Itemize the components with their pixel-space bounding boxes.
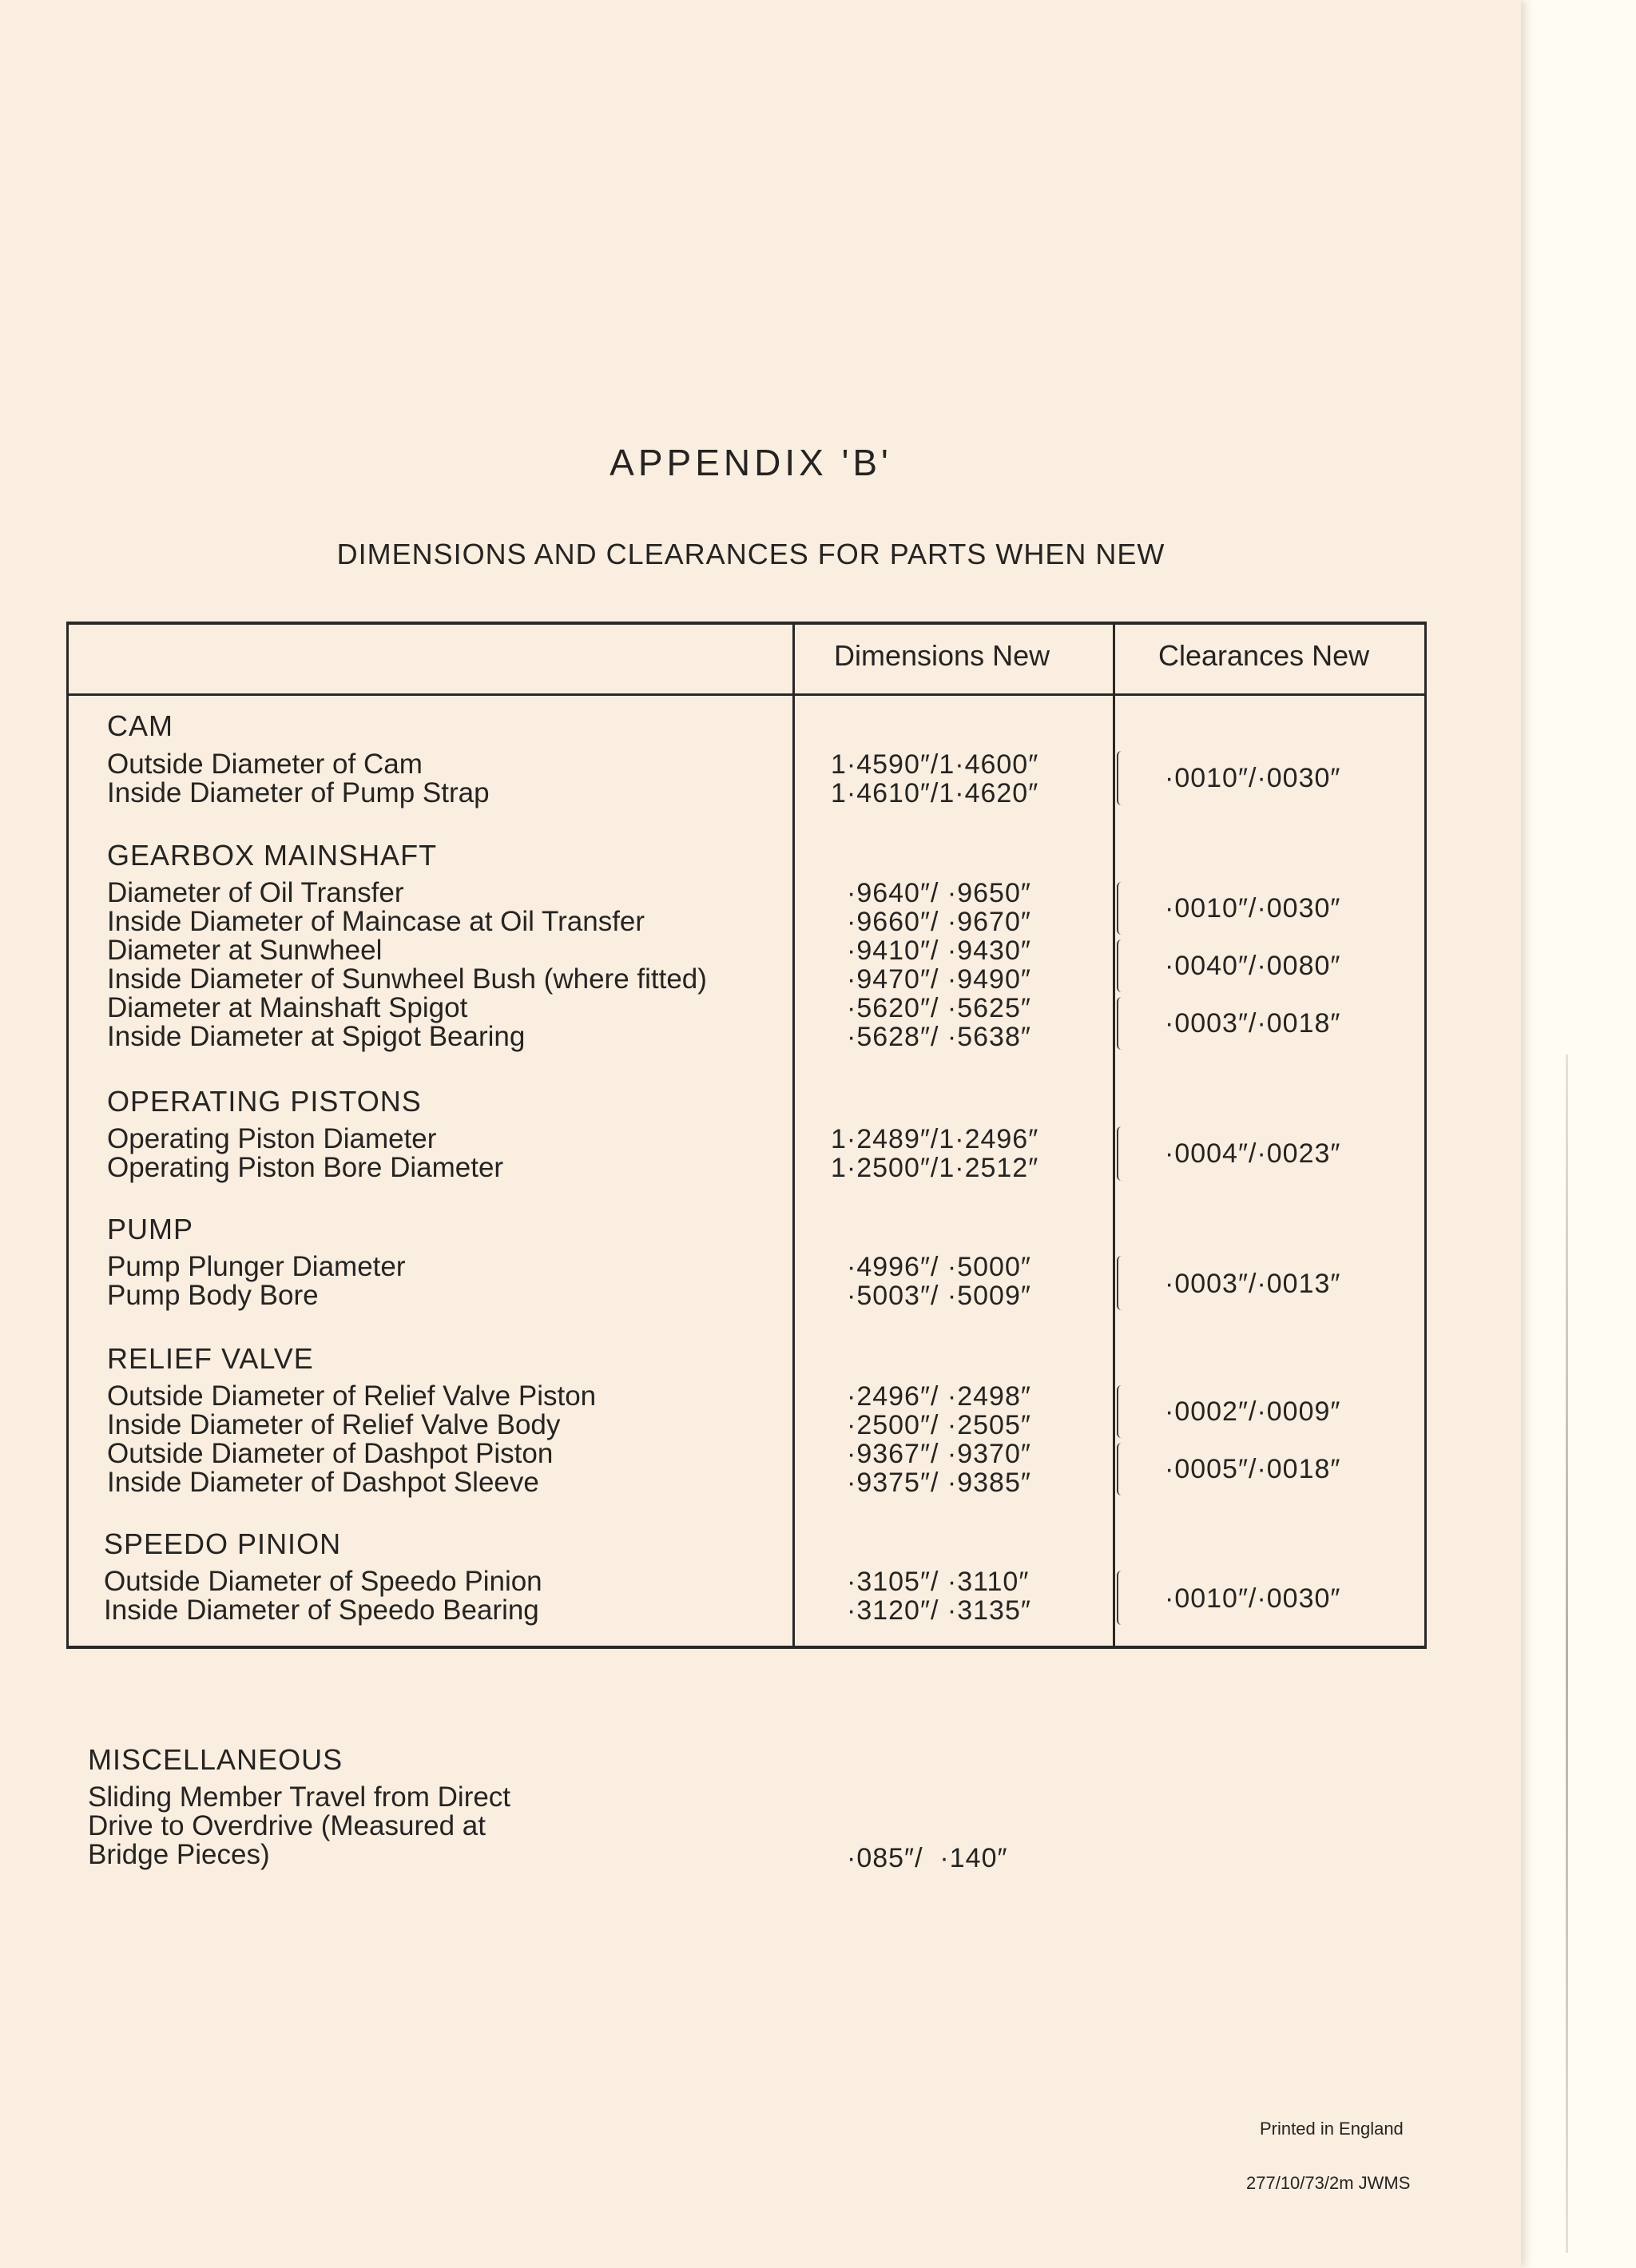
section-heading-cam: CAM xyxy=(107,709,173,742)
item-label: Inside Diameter of Sunwheel Bush (where fitted) xyxy=(107,963,707,995)
print-code: 277/10/73/2m JWMS xyxy=(1246,2173,1411,2193)
dimension-value: ·2496″/ ·2498″ xyxy=(847,1381,1031,1412)
misc-heading: MISCELLANEOUS xyxy=(88,1743,343,1776)
header-rule xyxy=(66,693,1427,696)
clearance-value: ·0005″/·0018″ xyxy=(1165,1454,1341,1484)
bracket-icon xyxy=(1117,1256,1126,1310)
item-label: Diameter at Mainshaft Spigot xyxy=(107,992,468,1023)
header-dimensions: Dimensions New xyxy=(834,639,1050,672)
item-label: Outside Diameter of Relief Valve Piston xyxy=(107,1380,597,1412)
column-divider-2 xyxy=(1113,623,1115,1647)
bracket-icon xyxy=(1117,939,1126,992)
printed-in-note: Printed in England xyxy=(1260,2119,1404,2139)
item-label: Operating Piston Diameter xyxy=(107,1123,437,1154)
page-edge-shadow xyxy=(1566,1055,1568,2253)
clearance-value: ·0010″/·0030″ xyxy=(1165,763,1341,793)
section-heading-gearbox: GEARBOX MAINSHAFT xyxy=(107,839,438,872)
bracket-icon xyxy=(1117,751,1126,805)
page-subtitle: DIMENSIONS AND CLEARANCES FOR PARTS WHEN NEW xyxy=(336,538,1165,570)
header-clearances: Clearances New xyxy=(1158,639,1370,672)
section-heading-operating-pistons: OPERATING PISTONS xyxy=(107,1085,422,1118)
item-label: Pump Body Bore xyxy=(107,1280,319,1311)
dimension-value: ·2500″/ ·2505″ xyxy=(847,1410,1031,1440)
misc-line: Bridge Pieces) xyxy=(88,1839,270,1870)
misc-value: ·085″/ ·140″ xyxy=(847,1843,1008,1873)
dimension-value: 1·2489″/1·2496″ xyxy=(831,1124,1039,1154)
bracket-icon xyxy=(1117,1385,1126,1438)
section-heading-speedo-pinion: SPEEDO PINION xyxy=(104,1527,342,1560)
item-label: Inside Diameter of Maincase at Oil Transfer xyxy=(107,906,645,937)
item-label: Inside Diameter of Pump Strap xyxy=(107,777,490,808)
dimension-value: ·9660″/ ·9670″ xyxy=(847,907,1031,937)
misc-line: Drive to Overdrive (Measured at xyxy=(88,1810,486,1841)
clearance-value: ·0002″/·0009″ xyxy=(1165,1396,1341,1427)
dimension-value: ·5620″/ ·5625″ xyxy=(847,993,1031,1023)
item-label: Pump Plunger Diameter xyxy=(107,1251,406,1282)
dimension-value: ·9375″/ ·9385″ xyxy=(847,1468,1031,1498)
dimension-value: 1·4610″/1·4620″ xyxy=(831,778,1039,808)
bracket-icon xyxy=(1117,882,1126,935)
bracket-icon xyxy=(1117,1126,1126,1181)
bracket-icon xyxy=(1117,1443,1126,1495)
misc-line: Sliding Member Travel from Direct xyxy=(88,1781,511,1813)
section-heading-relief-valve: RELIEF VALVE xyxy=(107,1342,314,1375)
clearance-value: ·0010″/·0030″ xyxy=(1165,893,1341,923)
dimension-value: ·9410″/ ·9430″ xyxy=(847,935,1031,966)
dimension-value: 1·2500″/1·2512″ xyxy=(831,1153,1039,1183)
item-label: Diameter of Oil Transfer xyxy=(107,877,404,908)
clearance-value: ·0004″/·0023″ xyxy=(1165,1138,1341,1169)
item-label: Inside Diameter of Relief Valve Body xyxy=(107,1409,561,1440)
item-label: Inside Diameter of Speedo Bearing xyxy=(104,1595,539,1626)
dimension-value: ·9367″/ ·9370″ xyxy=(847,1439,1031,1469)
dimension-value: 1·4590″/1·4600″ xyxy=(831,749,1039,780)
clearance-value: ·0010″/·0030″ xyxy=(1165,1583,1341,1614)
dimension-value: ·5628″/ ·5638″ xyxy=(847,1022,1031,1052)
item-label: Inside Diameter at Spigot Bearing xyxy=(107,1021,526,1052)
item-label: Operating Piston Bore Diameter xyxy=(107,1152,504,1183)
dimension-value: ·9640″/ ·9650″ xyxy=(847,878,1031,908)
clearance-value: ·0003″/·0018″ xyxy=(1165,1008,1341,1039)
clearance-value: ·0040″/·0080″ xyxy=(1165,951,1341,981)
dimension-value: ·4996″/ ·5000″ xyxy=(847,1252,1031,1282)
bracket-icon xyxy=(1117,997,1126,1050)
bracket-icon xyxy=(1117,1571,1126,1625)
clearance-value: ·0003″/·0013″ xyxy=(1165,1269,1341,1299)
section-heading-pump: PUMP xyxy=(107,1213,194,1245)
dimension-value: ·3105″/ ·3110″ xyxy=(847,1567,1030,1597)
dimension-value: ·5003″/ ·5009″ xyxy=(847,1281,1031,1311)
item-label: Outside Diameter of Cam xyxy=(107,749,423,780)
item-label: Outside Diameter of Speedo Pinion xyxy=(104,1566,542,1597)
item-label: Outside Diameter of Dashpot Piston xyxy=(107,1438,554,1469)
dimension-value: ·9470″/ ·9490″ xyxy=(847,964,1031,995)
item-label: Diameter at Sunwheel xyxy=(107,935,383,966)
page-title: APPENDIX 'B' xyxy=(610,442,892,483)
item-label: Inside Diameter of Dashpot Sleeve xyxy=(107,1467,539,1498)
dimension-value: ·3120″/ ·3135″ xyxy=(847,1595,1031,1626)
column-divider-1 xyxy=(792,623,795,1647)
